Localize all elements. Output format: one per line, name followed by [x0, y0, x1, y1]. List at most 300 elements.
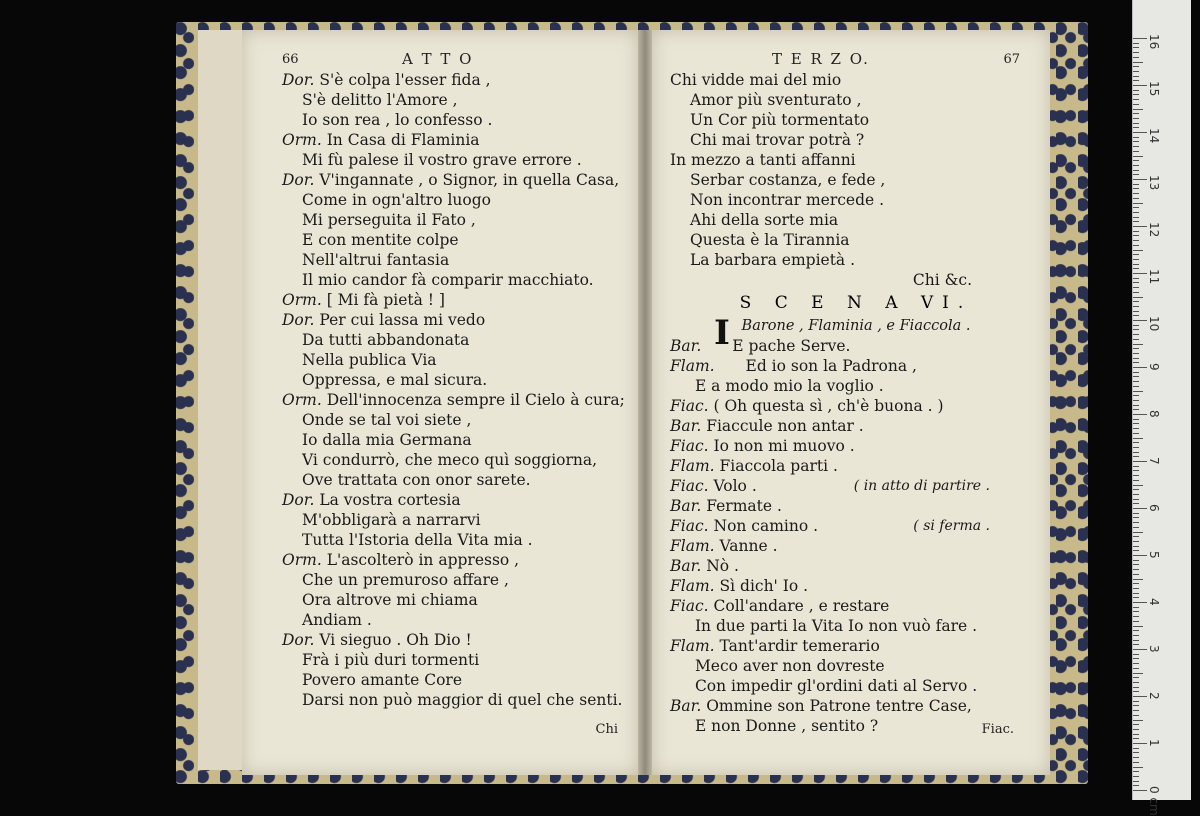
right-header [692, 50, 1020, 72]
ruler-minor-tick [1133, 123, 1139, 124]
line-text: La barbara empietà . [690, 251, 856, 269]
line-text: Non incontrar mercede . [690, 191, 885, 209]
ruler-minor-tick [1133, 579, 1143, 580]
ruler-minor-tick [1133, 348, 1139, 349]
ruler-minor-tick [1133, 254, 1139, 255]
right-text [670, 70, 1042, 736]
scene-title: S C E N A VI. [739, 293, 973, 313]
text-line [282, 550, 630, 570]
line-text: Vanne . [719, 537, 778, 555]
speaker-label: Orm. [282, 131, 322, 149]
speaker-label: Dor. [282, 311, 315, 329]
ruler-minor-tick [1133, 231, 1139, 232]
text-line [670, 110, 1042, 130]
ruler-minor-tick [1133, 76, 1139, 77]
ruler-label: 9 [1147, 363, 1161, 371]
line-text: Nò . [706, 557, 739, 575]
ruler-tick [1133, 85, 1147, 86]
ruler-minor-tick [1133, 137, 1139, 138]
line-text: Ed io son la Padrona , [745, 357, 917, 375]
ruler-minor-tick [1133, 419, 1139, 420]
ruler-minor-tick [1133, 306, 1139, 307]
ruler-minor-tick [1133, 532, 1143, 533]
ruler-minor-tick [1133, 198, 1139, 199]
text-line [282, 510, 630, 530]
text-line [670, 190, 1042, 210]
ruler-minor-tick [1133, 353, 1139, 354]
ruler-minor-tick [1133, 329, 1139, 330]
text-line [670, 436, 1042, 456]
speaker-label: Dor. [282, 171, 315, 189]
left-text [282, 70, 630, 710]
ruler-minor-tick [1133, 57, 1139, 58]
ruler-minor-tick [1133, 146, 1139, 147]
ruler-label: 16 [1147, 34, 1161, 50]
ruler-minor-tick [1133, 513, 1139, 514]
ruler-minor-tick [1133, 560, 1139, 561]
ruler-minor-tick [1133, 607, 1139, 608]
speaker-label: Bar. [670, 417, 702, 435]
ruler-minor-tick [1133, 433, 1139, 434]
ruler-minor-tick [1133, 423, 1139, 424]
line-text: Onde se tal voi siete , [302, 411, 472, 429]
ruler-minor-tick [1133, 640, 1139, 641]
ruler-minor-tick [1133, 536, 1139, 537]
left-page [242, 30, 638, 775]
measurement-ruler [1132, 0, 1191, 816]
text-line [282, 410, 630, 430]
text-line [670, 616, 1042, 636]
text-line [670, 150, 1042, 170]
speaker-label: Dor. [282, 491, 315, 509]
running-head: A T T O [402, 50, 474, 68]
ruler-minor-tick [1133, 358, 1139, 359]
ruler-minor-tick [1133, 475, 1139, 476]
ruler-minor-tick [1133, 470, 1139, 471]
text-line [282, 70, 630, 90]
text-line [670, 90, 1042, 110]
speaker-label: Flam. [670, 577, 715, 595]
line-text: Vi condurrò, che meco quì soggiorna, [302, 451, 598, 469]
text-line [670, 596, 1042, 616]
speaker-label: Fiac. [670, 477, 709, 495]
ruler-minor-tick [1133, 546, 1139, 547]
ruler-tick [1133, 367, 1147, 368]
ruler-minor-tick [1133, 564, 1139, 565]
ruler-minor-tick [1133, 673, 1143, 674]
ruler-minor-tick [1133, 325, 1139, 326]
line-text: Nella publica Via [302, 351, 437, 369]
line-text: Il mio candor fà comparir macchiato. [302, 271, 594, 289]
ruler-tick [1133, 320, 1147, 321]
text-line [282, 330, 630, 350]
catchword: Fiac. [981, 722, 1014, 737]
ruler-minor-tick [1133, 729, 1139, 730]
ruler-tick [1133, 508, 1147, 509]
ruler-minor-tick [1133, 43, 1139, 44]
text-line [282, 170, 630, 190]
ruler-label: 7 [1147, 457, 1161, 465]
speaker-label: Dor. [282, 631, 315, 649]
ruler-tick [1133, 743, 1147, 744]
line-text: Questa è la Tirannia [690, 231, 850, 249]
ruler-minor-tick [1133, 611, 1139, 612]
ruler-minor-tick [1133, 682, 1139, 683]
text-line [282, 570, 630, 590]
ruler-label: 13 [1147, 175, 1161, 191]
ruler-minor-tick [1133, 687, 1139, 688]
ruler-minor-tick [1133, 691, 1139, 692]
ruler-minor-tick [1133, 644, 1139, 645]
speaker-label: Flam. [670, 357, 715, 375]
ruler-minor-tick [1133, 776, 1139, 777]
ruler-label: 0 cm [1147, 786, 1161, 816]
text-line [282, 130, 630, 150]
text-line [670, 396, 1042, 416]
inner-fold [198, 30, 244, 770]
ruler-minor-tick [1133, 207, 1139, 208]
line-text: Io dalla mia Germana [302, 431, 472, 449]
ruler-minor-tick [1133, 428, 1139, 429]
speaker-label: Fiac. [670, 437, 709, 455]
ruler-minor-tick [1133, 494, 1139, 495]
ruler-minor-tick [1133, 297, 1143, 298]
ruler-minor-tick [1133, 94, 1139, 95]
ruler-minor-tick [1133, 264, 1139, 265]
text-line [670, 210, 1042, 230]
ruler-tick [1133, 555, 1147, 556]
ruler-minor-tick [1133, 66, 1139, 67]
ruler-label: 12 [1147, 222, 1161, 238]
text-line [670, 456, 1042, 476]
ruler-minor-tick [1133, 221, 1139, 222]
ruler-minor-tick [1133, 466, 1139, 467]
ruler-minor-tick [1133, 141, 1139, 142]
speaker-label: Bar. [670, 337, 702, 355]
line-text: V'ingannate , o Signor, in quella Casa, [319, 171, 620, 189]
line-text: Che un premuroso affare , [302, 571, 509, 589]
line-text: Non camino . [713, 517, 819, 535]
speaker-label: Bar. [670, 697, 702, 715]
text-line [282, 110, 630, 130]
line-text: E non Donne , sentito ? [694, 717, 879, 735]
text-line [282, 210, 630, 230]
line-text: E a modo mio la voglio . [694, 377, 884, 395]
ruler-minor-tick [1133, 99, 1139, 100]
line-text: Coll'andare , e restare [713, 597, 890, 615]
ruler-tick [1133, 790, 1147, 791]
ruler-minor-tick [1133, 160, 1139, 161]
line-text: [ Mi fà pietà ! ] [326, 291, 445, 309]
ruler-minor-tick [1133, 588, 1139, 589]
line-text: Ove trattata con onor sarete. [302, 471, 531, 489]
ruler-tick [1133, 38, 1147, 39]
text-line [670, 250, 1042, 270]
ruler-tick [1133, 649, 1147, 650]
speaker-label: Fiac. [670, 397, 709, 415]
line-text: Chi mai trovar potrà ? [690, 131, 865, 149]
text-line [670, 576, 1042, 596]
page-number: 66 [282, 52, 299, 67]
ruler-minor-tick [1133, 109, 1143, 110]
ruler-minor-tick [1133, 184, 1139, 185]
ruler-minor-tick [1133, 710, 1139, 711]
ruler-minor-tick [1133, 259, 1139, 260]
line-text: Io son rea , lo confesso . [302, 111, 493, 129]
ruler-minor-tick [1133, 748, 1139, 749]
ruler-minor-tick [1133, 90, 1139, 91]
ruler-minor-tick [1133, 188, 1139, 189]
line-text: In due parti la Vita Io non vuò fare . [694, 617, 978, 635]
speaker-label: Orm. [282, 291, 322, 309]
text-line [670, 696, 1042, 716]
text-line [282, 230, 630, 250]
text-line [282, 270, 630, 290]
line-text: Amor più sventurato , [690, 91, 862, 109]
ruler-minor-tick [1133, 287, 1139, 288]
ruler-minor-tick [1133, 757, 1139, 758]
ruler-minor-tick [1133, 456, 1139, 457]
ruler-minor-tick [1133, 376, 1139, 377]
ruler-minor-tick [1133, 381, 1139, 382]
ruler-minor-tick [1133, 47, 1139, 48]
line-text: Fiaccola parti . [719, 457, 838, 475]
line-text: Mi perseguita il Fato , [302, 211, 476, 229]
line-text: Come in ogn'altro luogo [302, 191, 491, 209]
ruler-minor-tick [1133, 170, 1139, 171]
speaker-label: Orm. [282, 391, 322, 409]
ruler-label: 5 [1147, 551, 1161, 559]
ruler-tick [1133, 602, 1147, 603]
ruler-minor-tick [1133, 165, 1139, 166]
ruler-minor-tick [1133, 156, 1143, 157]
ruler-minor-tick [1133, 334, 1139, 335]
line-text: Con impedir gl'ordini dati al Servo . [694, 677, 978, 695]
text-line [670, 70, 1042, 90]
ruler-minor-tick [1133, 240, 1139, 241]
ruler-minor-tick [1133, 771, 1139, 772]
text-line [282, 590, 630, 610]
ruler-minor-tick [1133, 621, 1139, 622]
line-text: ( Oh questa sì , ch'è buona . ) [713, 397, 944, 415]
ruler-label: 15 [1147, 81, 1161, 97]
ruler-minor-tick [1133, 663, 1139, 664]
ruler-minor-tick [1133, 438, 1143, 439]
ruler-minor-tick [1133, 785, 1139, 786]
text-line [670, 130, 1042, 150]
line-text: Un Cor più tormentato [690, 111, 870, 129]
line-text: Tutta l'Istoria della Vita mia . [302, 531, 533, 549]
text-line [670, 356, 1042, 376]
text-line [282, 470, 630, 490]
ruler-minor-tick [1133, 658, 1139, 659]
ruler-minor-tick [1133, 724, 1139, 725]
ruler-tick [1133, 461, 1147, 462]
line-text: Volo . [713, 477, 757, 495]
ruler-minor-tick [1133, 409, 1139, 410]
ruler-label: 1 [1147, 739, 1161, 747]
ruler-minor-tick [1133, 395, 1139, 396]
ruler-minor-tick [1133, 452, 1139, 453]
line-text: La vostra cortesia [319, 491, 461, 509]
text-line [282, 530, 630, 550]
ruler-label: 6 [1147, 504, 1161, 512]
ruler-minor-tick [1133, 569, 1139, 570]
ruler-minor-tick [1133, 593, 1139, 594]
ruler-label: 14 [1147, 128, 1161, 144]
ruler-minor-tick [1133, 668, 1139, 669]
ruler-minor-tick [1133, 405, 1139, 406]
ruler-minor-tick [1133, 550, 1139, 551]
ruler-tick [1133, 273, 1147, 274]
ruler-minor-tick [1133, 193, 1139, 194]
page-number: 67 [1003, 52, 1020, 67]
speaker-label: Orm. [282, 551, 322, 569]
line-text: Serbar costanza, e fede , [690, 171, 886, 189]
line-text: Ahi della sorte mia [690, 211, 839, 229]
ruler-minor-tick [1133, 311, 1139, 312]
line-text: Tant'ardir temerario [719, 637, 880, 655]
ruler-minor-tick [1133, 71, 1139, 72]
ruler-minor-tick [1133, 762, 1139, 763]
ruler-minor-tick [1133, 616, 1139, 617]
text-line [282, 650, 630, 670]
ruler-label: 4 [1147, 598, 1161, 606]
catchword: Chi [595, 722, 618, 737]
text-line [282, 310, 630, 330]
speaker-label: Bar. [670, 557, 702, 575]
ruler-minor-tick [1133, 447, 1139, 448]
ruler-minor-tick [1133, 174, 1139, 175]
ruler-minor-tick [1133, 250, 1143, 251]
text-line [282, 90, 630, 110]
ruler-minor-tick [1133, 720, 1143, 721]
ruler-minor-tick [1133, 583, 1139, 584]
line-text: E con mentite colpe [302, 231, 459, 249]
ruler-minor-tick [1133, 701, 1139, 702]
ruler-minor-tick [1133, 574, 1139, 575]
line-text: Mi fù palese il vostro grave errore . [302, 151, 582, 169]
stage-direction: ( in atto di partire . [853, 478, 990, 494]
running-head: T E R Z O. [772, 50, 870, 68]
line-text: Darsi non può maggior di quel che senti. [302, 691, 623, 709]
ruler-minor-tick [1133, 738, 1139, 739]
ruler-minor-tick [1133, 127, 1139, 128]
ruler-minor-tick [1133, 62, 1143, 63]
text-line [282, 690, 630, 710]
cast-list: Barone , Flaminia , e Fiaccola . [741, 318, 971, 334]
ruler-minor-tick [1133, 151, 1139, 152]
text-line [670, 676, 1042, 696]
text-line [282, 250, 630, 270]
ruler-minor-tick [1133, 301, 1139, 302]
ruler-minor-tick [1133, 781, 1139, 782]
left-header [282, 50, 608, 72]
gutter [638, 30, 652, 775]
ruler-minor-tick [1133, 372, 1139, 373]
ruler-minor-tick [1133, 522, 1139, 523]
ruler-minor-tick [1133, 386, 1139, 387]
text-line [670, 476, 1042, 496]
text-line [282, 290, 630, 310]
ruler-minor-tick [1133, 597, 1139, 598]
text-line [670, 416, 1042, 436]
line-text: In Casa di Flaminia [326, 131, 480, 149]
text-line [670, 170, 1042, 190]
text-line [670, 230, 1042, 250]
ruler-minor-tick [1133, 80, 1139, 81]
ruler-minor-tick [1133, 400, 1139, 401]
ruler-minor-tick [1133, 503, 1139, 504]
ruler-minor-tick [1133, 292, 1139, 293]
line-text: Sì dich' Io . [719, 577, 809, 595]
ruler-minor-tick [1133, 630, 1139, 631]
ruler-minor-tick [1133, 268, 1139, 269]
line-text: Ora altrove mi chiama [302, 591, 478, 609]
line-text: In mezzo a tanti affanni [670, 151, 856, 169]
ruler-tick [1133, 696, 1147, 697]
ruler-minor-tick [1133, 541, 1139, 542]
ruler-minor-tick [1133, 635, 1139, 636]
ruler-minor-tick [1133, 654, 1139, 655]
speaker-label: Fiac. [670, 597, 709, 615]
ruler-minor-tick [1133, 104, 1139, 105]
ruler-minor-tick [1133, 362, 1139, 363]
text-line [282, 430, 630, 450]
line-text: Andiam . [302, 611, 372, 629]
text-line [282, 610, 630, 630]
line-text: S'è colpa l'esser fida , [319, 71, 491, 89]
text-line [670, 496, 1042, 516]
line-text: Vi sieguo . Oh Dio ! [319, 631, 472, 649]
text-line [670, 556, 1042, 576]
ruler-minor-tick [1133, 52, 1139, 53]
ruler-minor-tick [1133, 499, 1139, 500]
speaker-label: Fiac. [670, 517, 709, 535]
text-line [282, 350, 630, 370]
text-line [282, 490, 630, 510]
ruler-label: 2 [1147, 692, 1161, 700]
text-line [670, 536, 1042, 556]
text-line [670, 656, 1042, 676]
line-text: M'obbligarà a narrarvi [302, 511, 481, 529]
line-text: L'ascolterò in appresso , [326, 551, 520, 569]
line-text: Oppressa, e mal sicura. [302, 371, 488, 389]
ruler-minor-tick [1133, 480, 1139, 481]
text-line [282, 150, 630, 170]
speaker-label: Bar. [670, 497, 702, 515]
ruler-minor-tick [1133, 767, 1143, 768]
line-text: Fermate . [706, 497, 782, 515]
ruler-minor-tick [1133, 527, 1139, 528]
ruler-minor-tick [1133, 282, 1139, 283]
drop-cap: I [714, 313, 730, 353]
text-line [670, 636, 1042, 656]
text-line [282, 450, 630, 470]
ruler-label: 11 [1147, 269, 1161, 285]
line-text: Da tutti abbandonata [302, 331, 470, 349]
ruler-minor-tick [1133, 344, 1143, 345]
ruler-label: 10 [1147, 316, 1161, 332]
line-text: Chi vidde mai del mio [670, 71, 842, 89]
ruler-label: 3 [1147, 645, 1161, 653]
text-line [670, 516, 1042, 536]
line-text: Io non mi muovo . [713, 437, 855, 455]
ruler-tick [1133, 414, 1147, 415]
ruler-minor-tick [1133, 203, 1143, 204]
stage-direction: ( si ferma . [913, 518, 990, 534]
ruler-minor-tick [1133, 212, 1139, 213]
